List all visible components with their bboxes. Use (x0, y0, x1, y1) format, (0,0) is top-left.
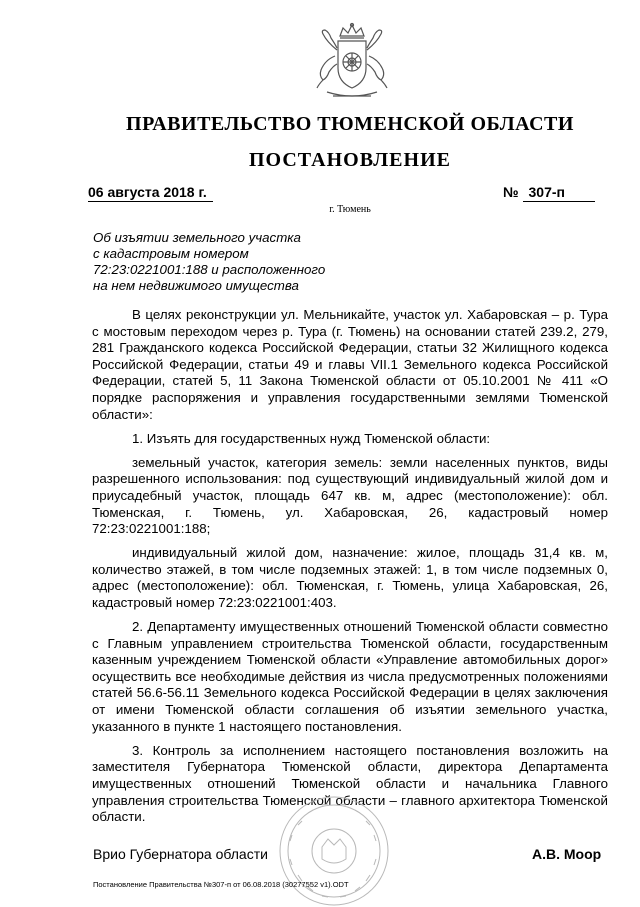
signatory-name: А.В. Моор (532, 846, 602, 862)
subject-line: с кадастровым номером (93, 246, 249, 261)
document-body (92, 307, 608, 833)
signatory-position: Врио Губернатора области (93, 846, 268, 862)
body-paragraph: В целях реконструкции ул. Мельникайте, участок ул. Хабаровская – р. Тура с мостовым переходом через р. Тура (г. Тюмень) на основании статей 239.2, 279, 281 Гражданского кодекса Российской Федерации, статьи 32 Жилищного кодекса Российской Федерации, статьи 49 и главы VII.1 Земельного кодекса Российской Федерации, статей 5, 11 Закона Тюменской области от 05.10.2001 № 411 «О порядке распоряжения и управления государственными землями Тюменской области»: (92, 307, 608, 422)
government-title: ПРАВИТЕЛЬСТВО ТЮМЕНСКОЙ ОБЛАСТИ (126, 113, 574, 135)
official-seal-icon (278, 795, 390, 907)
number-sign: № (503, 184, 519, 200)
body-paragraph: 3. Контроль за исполнением настоящего постановления возложить на заместителя Губернатора Тюменской области, директора Департамента имущественных отношений Тюменской области и начальника Главного управления строительства Тюменской области – главного архитектора Тюменской области. (92, 742, 608, 825)
document-number-field (503, 183, 606, 202)
subject-line: 72:23:0221001:188 и расположенного (93, 262, 326, 277)
document-footer: Постановление Правительства №307-п от 06.08.2018 (30277552 v1).ODT (93, 880, 349, 889)
document-number: 307-п (523, 183, 595, 202)
document-type-title: ПОСТАНОВЛЕНИЕ (249, 149, 451, 171)
subject-line: Об изъятии земельного участка (93, 230, 301, 245)
subject-line: на нем недвижимого имущества (93, 278, 299, 293)
city-label: г. Тюмень (329, 204, 371, 215)
body-paragraph: индивидуальный жилой дом, назначение: жилое, площадь 31,4 кв. м, количество этажей, в том числе подземных этажей: 1, в том числе подземных 0, адрес (местоположение): обл. Тюменская, г. Тюмень, улица Хабаровская, 26, кадастровый номер 72:23:0221001:403. (92, 545, 608, 610)
body-paragraph: 2. Департаменту имущественных отношений Тюменской области совместно с Главным управлением строительства Тюменской области, государственным казенным учреждением Тюменской области «Управление автомобильных дорог» осуществить все необходимые действия из числа предусмотренных положениями статей 56.6-56.11 Земельного кодекса Российской Федерации в целях заключения от имени Тюменской области соглашения об изъятии земельного участка, указанного в пункте 1 настоящего постановления. (92, 619, 608, 734)
body-paragraph: земельный участок, категория земель: земли населенных пунктов, виды разрешенного использования: под существующий индивидуальный жилой дом и приусадебный участок, площадь 647 кв. м, адрес (местоположение): обл. Тюменская, г. Тюмень, ул. Хабаровская, 26, кадастровый номер 72:23:0221001:188; (92, 454, 608, 537)
document-date: 06 августа 2018 г. (88, 183, 213, 202)
coat-of-arms-icon (307, 22, 397, 102)
body-paragraph: 1. Изъять для государственных нужд Тюменской области: (132, 430, 491, 446)
document-subject (93, 230, 373, 294)
